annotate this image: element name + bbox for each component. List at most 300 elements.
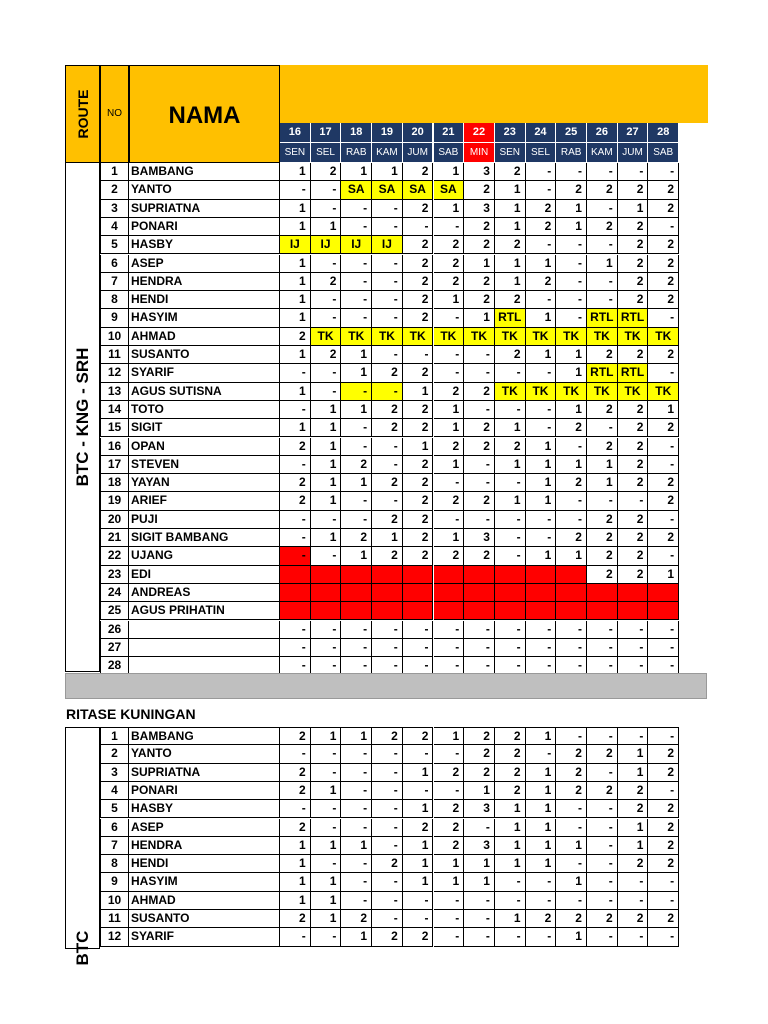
day-strip bbox=[280, 123, 677, 163]
day-value-cell: - bbox=[311, 855, 342, 873]
day-value-cell: - bbox=[587, 928, 618, 946]
day-date-cell: 19 bbox=[372, 123, 403, 143]
day-value-cell: - bbox=[311, 291, 342, 309]
day-value-cell: 2 bbox=[372, 727, 403, 745]
day-value-cell: 2 bbox=[434, 800, 465, 818]
day-value-cell: - bbox=[311, 819, 342, 837]
day-value-cell: - bbox=[526, 529, 557, 547]
day-value-cell: - bbox=[495, 547, 526, 565]
day-value-cell: - bbox=[372, 800, 403, 818]
row-number: 20 bbox=[100, 511, 129, 529]
day-value-cell: - bbox=[464, 928, 495, 946]
driver-name: HENDI bbox=[129, 855, 280, 873]
day-value-cell: 1 bbox=[495, 837, 526, 855]
day-value-cell: - bbox=[311, 364, 342, 382]
day-value-cell: 2 bbox=[341, 910, 372, 928]
day-value-cell: 2 bbox=[587, 181, 618, 199]
day-value-cell: 1 bbox=[464, 873, 495, 891]
day-value-cell: - bbox=[495, 602, 526, 620]
day-value-cell: 2 bbox=[280, 492, 311, 510]
day-value-cell: - bbox=[464, 364, 495, 382]
day-value-cell: - bbox=[587, 584, 618, 602]
driver-name bbox=[129, 639, 280, 657]
table-row bbox=[100, 163, 677, 181]
day-value-cell: 1 bbox=[311, 782, 342, 800]
day-value-cell: - bbox=[464, 602, 495, 620]
day-date-cell: 24 bbox=[526, 123, 557, 143]
day-value-cell: IJ bbox=[280, 236, 311, 254]
day-value-cell: 1 bbox=[495, 910, 526, 928]
day-value-cell: 1 bbox=[434, 873, 465, 891]
day-value-cell: 1 bbox=[280, 837, 311, 855]
day-name-cell: SEN bbox=[280, 143, 311, 163]
day-value-cell: 2 bbox=[372, 511, 403, 529]
driver-name: PONARI bbox=[129, 218, 280, 236]
table-row bbox=[100, 200, 677, 218]
day-value-cell: 2 bbox=[587, 745, 618, 763]
day-value-cell: 1 bbox=[526, 727, 557, 745]
day-value-cell: - bbox=[526, 401, 557, 419]
driver-name: BAMBANG bbox=[129, 727, 280, 745]
table-row bbox=[100, 764, 677, 782]
table-row bbox=[100, 474, 677, 492]
day-value-cell: - bbox=[556, 819, 587, 837]
day-value-cell: - bbox=[556, 800, 587, 818]
day-value-cell: - bbox=[372, 657, 403, 675]
day-value-cell: 2 bbox=[556, 529, 587, 547]
route-label: BTC - KNG - SRH bbox=[72, 347, 92, 487]
day-value-cell: - bbox=[341, 511, 372, 529]
day-value-cell: - bbox=[648, 309, 679, 327]
day-value-cell: - bbox=[341, 419, 372, 437]
day-value-cell: 1 bbox=[587, 255, 618, 273]
row-number: 3 bbox=[100, 764, 129, 782]
day-value-cell: 1 bbox=[280, 873, 311, 891]
day-value-cell: - bbox=[311, 657, 342, 675]
day-value-cell: - bbox=[526, 364, 557, 382]
day-value-cell: - bbox=[526, 928, 557, 946]
table-row bbox=[100, 364, 677, 382]
day-value-cell: - bbox=[403, 346, 434, 364]
day-value-cell: 2 bbox=[587, 401, 618, 419]
day-value-cell: 1 bbox=[495, 456, 526, 474]
day-date-cell: 16 bbox=[280, 123, 311, 143]
day-value-cell: 1 bbox=[280, 163, 311, 181]
day-value-cell: 2 bbox=[587, 910, 618, 928]
day-value-cell: 2 bbox=[618, 855, 649, 873]
day-value-cell: 1 bbox=[403, 800, 434, 818]
day-value-cell: TK bbox=[464, 328, 495, 346]
day-value-cell: 2 bbox=[618, 782, 649, 800]
day-value-cell: - bbox=[280, 800, 311, 818]
day-value-cell: - bbox=[341, 873, 372, 891]
day-value-cell: - bbox=[648, 621, 679, 639]
day-value-cell: 1 bbox=[403, 383, 434, 401]
driver-name bbox=[129, 621, 280, 639]
day-value-cell: 2 bbox=[587, 547, 618, 565]
day-value-cell: - bbox=[372, 602, 403, 620]
day-value-cell: 1 bbox=[434, 200, 465, 218]
day-value-cell: TK bbox=[587, 328, 618, 346]
day-value-cell: 1 bbox=[311, 474, 342, 492]
driver-name: ANDREAS bbox=[129, 584, 280, 602]
day-value-cell: 1 bbox=[526, 855, 557, 873]
day-value-cell: 2 bbox=[280, 764, 311, 782]
day-value-cell: - bbox=[495, 511, 526, 529]
row-number: 13 bbox=[100, 383, 129, 401]
day-value-cell: - bbox=[311, 383, 342, 401]
day-value-cell: 1 bbox=[495, 181, 526, 199]
row-number: 10 bbox=[100, 892, 129, 910]
day-value-cell: 1 bbox=[280, 200, 311, 218]
day-value-cell: 2 bbox=[403, 928, 434, 946]
day-value-cell: 2 bbox=[280, 727, 311, 745]
day-value-cell: - bbox=[648, 218, 679, 236]
day-value-cell: - bbox=[280, 364, 311, 382]
day-value-cell: 2 bbox=[618, 511, 649, 529]
day-value-cell: TK bbox=[495, 328, 526, 346]
day-value-cell: 2 bbox=[648, 474, 679, 492]
day-value-cell: - bbox=[648, 928, 679, 946]
table-row bbox=[100, 800, 677, 818]
day-value-cell: - bbox=[648, 602, 679, 620]
day-value-cell: - bbox=[403, 910, 434, 928]
day-value-cell: 2 bbox=[495, 438, 526, 456]
day-value-cell: - bbox=[434, 511, 465, 529]
day-value-cell: TK bbox=[311, 328, 342, 346]
day-value-cell: 2 bbox=[618, 529, 649, 547]
table-row bbox=[100, 928, 677, 946]
day-value-cell: - bbox=[280, 547, 311, 565]
day-value-cell: - bbox=[495, 566, 526, 584]
day-value-cell: IJ bbox=[311, 236, 342, 254]
day-value-cell: SA bbox=[403, 181, 434, 199]
driver-name: AHMAD bbox=[129, 892, 280, 910]
route-label-kuningan: BTC bbox=[72, 930, 92, 966]
day-value-cell: - bbox=[372, 309, 403, 327]
day-value-cell: 2 bbox=[526, 218, 557, 236]
day-value-cell: - bbox=[372, 566, 403, 584]
row-number: 17 bbox=[100, 456, 129, 474]
day-value-cell: - bbox=[556, 163, 587, 181]
day-value-cell: - bbox=[495, 892, 526, 910]
day-value-cell: 2 bbox=[648, 291, 679, 309]
day-value-cell: 1 bbox=[341, 346, 372, 364]
day-value-cell: - bbox=[526, 511, 557, 529]
day-value-cell: 2 bbox=[372, 547, 403, 565]
day-value-cell: - bbox=[587, 492, 618, 510]
day-value-cell: 1 bbox=[311, 438, 342, 456]
day-value-cell: - bbox=[311, 511, 342, 529]
day-value-cell: - bbox=[403, 745, 434, 763]
day-value-cell: 1 bbox=[556, 346, 587, 364]
day-value-cell: 1 bbox=[372, 529, 403, 547]
day-value-cell: - bbox=[556, 511, 587, 529]
day-value-cell: - bbox=[648, 163, 679, 181]
driver-name: PUJI bbox=[129, 511, 280, 529]
day-value-cell: 2 bbox=[434, 255, 465, 273]
day-value-cell: - bbox=[311, 200, 342, 218]
day-value-cell: TK bbox=[403, 328, 434, 346]
day-value-cell: 2 bbox=[280, 819, 311, 837]
day-value-cell: - bbox=[311, 566, 342, 584]
day-value-cell: - bbox=[648, 873, 679, 891]
day-value-cell: 2 bbox=[372, 364, 403, 382]
day-date-cell: 21 bbox=[434, 123, 465, 143]
day-value-cell: TK bbox=[526, 383, 557, 401]
day-value-cell: - bbox=[526, 181, 557, 199]
day-value-cell: RTL bbox=[587, 364, 618, 382]
day-value-cell: RTL bbox=[618, 364, 649, 382]
day-value-cell: TK bbox=[648, 383, 679, 401]
day-value-cell: 1 bbox=[341, 401, 372, 419]
driver-name: HASBY bbox=[129, 236, 280, 254]
day-value-cell: - bbox=[372, 819, 403, 837]
day-name-cell: SAB bbox=[648, 143, 679, 163]
nama-header-label: NAMA bbox=[168, 102, 241, 129]
day-value-cell: - bbox=[556, 255, 587, 273]
day-value-cell: 2 bbox=[464, 492, 495, 510]
day-value-cell: 2 bbox=[280, 782, 311, 800]
day-value-cell: - bbox=[618, 639, 649, 657]
table-header bbox=[65, 65, 677, 163]
day-value-cell: 1 bbox=[618, 819, 649, 837]
day-value-cell: 2 bbox=[464, 727, 495, 745]
day-value-cell: - bbox=[526, 657, 557, 675]
day-value-cell: 1 bbox=[403, 873, 434, 891]
day-value-cell: 2 bbox=[587, 346, 618, 364]
day-value-cell: - bbox=[618, 657, 649, 675]
table-row bbox=[100, 566, 677, 584]
day-value-cell: - bbox=[372, 639, 403, 657]
day-value-cell: - bbox=[526, 602, 557, 620]
day-value-cell: - bbox=[495, 621, 526, 639]
day-date-cell: 25 bbox=[556, 123, 587, 143]
table-row bbox=[100, 892, 677, 910]
day-value-cell: 2 bbox=[526, 910, 557, 928]
day-value-cell: - bbox=[372, 584, 403, 602]
day-value-cell: 2 bbox=[587, 218, 618, 236]
day-value-cell: - bbox=[341, 218, 372, 236]
row-number: 12 bbox=[100, 364, 129, 382]
day-value-cell: - bbox=[526, 419, 557, 437]
day-value-cell: - bbox=[556, 584, 587, 602]
day-value-cell: - bbox=[341, 602, 372, 620]
day-value-cell: - bbox=[464, 474, 495, 492]
day-value-cell: 2 bbox=[403, 309, 434, 327]
day-value-cell: - bbox=[311, 309, 342, 327]
day-value-cell: - bbox=[434, 892, 465, 910]
table-row bbox=[100, 837, 677, 855]
day-value-cell: 2 bbox=[587, 529, 618, 547]
day-value-cell: - bbox=[526, 892, 557, 910]
day-value-cell: 1 bbox=[556, 456, 587, 474]
day-value-cell: 2 bbox=[403, 200, 434, 218]
row-number: 26 bbox=[100, 621, 129, 639]
day-date-cell: 28 bbox=[648, 123, 679, 143]
day-value-cell: - bbox=[434, 639, 465, 657]
day-value-cell: 3 bbox=[464, 200, 495, 218]
day-value-cell: 2 bbox=[556, 745, 587, 763]
day-value-cell: - bbox=[341, 892, 372, 910]
day-value-cell: - bbox=[618, 163, 649, 181]
nama-header bbox=[129, 65, 280, 163]
day-value-cell: 2 bbox=[587, 566, 618, 584]
driver-name: SIGIT BAMBANG bbox=[129, 529, 280, 547]
driver-name: HASYIM bbox=[129, 309, 280, 327]
day-value-cell: - bbox=[495, 529, 526, 547]
day-value-cell: 1 bbox=[495, 273, 526, 291]
driver-name: YANTO bbox=[129, 745, 280, 763]
day-value-cell: - bbox=[464, 639, 495, 657]
table-row bbox=[100, 236, 677, 254]
table-row bbox=[100, 492, 677, 510]
day-value-cell: - bbox=[434, 657, 465, 675]
day-value-cell: 2 bbox=[618, 910, 649, 928]
day-value-cell: 1 bbox=[618, 200, 649, 218]
day-value-cell: 1 bbox=[556, 547, 587, 565]
day-value-cell: - bbox=[556, 855, 587, 873]
day-value-cell: - bbox=[556, 236, 587, 254]
day-value-cell: - bbox=[526, 873, 557, 891]
day-value-cell: - bbox=[464, 456, 495, 474]
day-value-cell: 2 bbox=[495, 236, 526, 254]
table-row bbox=[100, 218, 677, 236]
day-value-cell: 1 bbox=[311, 419, 342, 437]
day-value-cell: - bbox=[280, 584, 311, 602]
day-value-cell: 1 bbox=[556, 401, 587, 419]
row-number: 25 bbox=[100, 602, 129, 620]
table-row bbox=[100, 529, 677, 547]
day-value-cell: - bbox=[556, 657, 587, 675]
table-row bbox=[100, 438, 677, 456]
day-value-cell: - bbox=[618, 727, 649, 745]
row-number: 15 bbox=[100, 419, 129, 437]
day-value-cell: 1 bbox=[556, 218, 587, 236]
row-number: 5 bbox=[100, 800, 129, 818]
day-value-cell: 1 bbox=[341, 163, 372, 181]
row-number: 4 bbox=[100, 218, 129, 236]
day-value-cell: 1 bbox=[311, 873, 342, 891]
day-value-cell: - bbox=[556, 291, 587, 309]
day-value-cell: 1 bbox=[526, 837, 557, 855]
day-value-cell: TK bbox=[618, 383, 649, 401]
day-value-cell: SA bbox=[372, 181, 403, 199]
day-value-cell: 2 bbox=[618, 401, 649, 419]
day-value-cell: 2 bbox=[648, 236, 679, 254]
day-value-cell: 2 bbox=[648, 200, 679, 218]
day-value-cell: - bbox=[280, 456, 311, 474]
day-value-cell: 2 bbox=[464, 291, 495, 309]
day-value-cell: 1 bbox=[311, 492, 342, 510]
day-value-cell: - bbox=[280, 401, 311, 419]
day-value-cell: 1 bbox=[403, 764, 434, 782]
day-value-cell: 2 bbox=[648, 255, 679, 273]
day-value-cell: - bbox=[526, 639, 557, 657]
day-value-cell: 1 bbox=[526, 782, 557, 800]
day-value-cell: 2 bbox=[403, 727, 434, 745]
day-value-cell: 2 bbox=[403, 529, 434, 547]
day-value-cell: 1 bbox=[280, 855, 311, 873]
day-name-cell: MIN bbox=[464, 143, 495, 163]
day-value-cell: 2 bbox=[618, 181, 649, 199]
day-value-cell: - bbox=[556, 892, 587, 910]
day-value-cell: - bbox=[341, 621, 372, 639]
day-value-cell: - bbox=[434, 928, 465, 946]
day-value-cell: - bbox=[280, 602, 311, 620]
day-value-cell: 1 bbox=[280, 218, 311, 236]
row-number: 22 bbox=[100, 547, 129, 565]
day-value-cell: - bbox=[341, 782, 372, 800]
day-value-cell: - bbox=[587, 291, 618, 309]
day-value-cell: IJ bbox=[372, 236, 403, 254]
day-value-cell: - bbox=[403, 584, 434, 602]
day-value-cell: 1 bbox=[495, 218, 526, 236]
day-value-cell: - bbox=[648, 364, 679, 382]
day-value-cell: 1 bbox=[280, 291, 311, 309]
day-value-cell: - bbox=[341, 819, 372, 837]
table-row bbox=[100, 346, 677, 364]
day-value-cell: 2 bbox=[618, 474, 649, 492]
day-value-cell: - bbox=[587, 163, 618, 181]
day-value-cell: 1 bbox=[526, 492, 557, 510]
day-value-cell: - bbox=[372, 218, 403, 236]
day-value-cell: 2 bbox=[648, 819, 679, 837]
day-value-cell: 1 bbox=[280, 255, 311, 273]
day-value-cell: - bbox=[556, 602, 587, 620]
day-value-cell: 2 bbox=[648, 273, 679, 291]
day-value-cell: - bbox=[464, 511, 495, 529]
driver-name: TOTO bbox=[129, 401, 280, 419]
day-value-cell: 1 bbox=[311, 910, 342, 928]
day-value-cell: 2 bbox=[618, 273, 649, 291]
day-value-cell: 1 bbox=[280, 346, 311, 364]
day-value-cell: TK bbox=[526, 328, 557, 346]
day-name-cell: SEL bbox=[526, 143, 557, 163]
day-value-cell: 2 bbox=[434, 547, 465, 565]
day-value-cell: - bbox=[648, 727, 679, 745]
day-value-cell: - bbox=[311, 745, 342, 763]
day-value-cell: - bbox=[618, 492, 649, 510]
day-value-cell: 2 bbox=[556, 910, 587, 928]
day-value-cell: - bbox=[280, 511, 311, 529]
day-value-cell: - bbox=[341, 657, 372, 675]
day-value-cell: RTL bbox=[618, 309, 649, 327]
table-row bbox=[100, 727, 677, 745]
day-value-cell: - bbox=[311, 764, 342, 782]
day-value-cell: - bbox=[403, 639, 434, 657]
day-value-cell: 2 bbox=[618, 438, 649, 456]
row-number: 27 bbox=[100, 639, 129, 657]
day-value-cell: RTL bbox=[495, 309, 526, 327]
day-value-cell: - bbox=[556, 566, 587, 584]
row-number: 28 bbox=[100, 657, 129, 675]
day-value-cell: - bbox=[526, 584, 557, 602]
day-value-cell: 1 bbox=[526, 255, 557, 273]
day-value-cell: 1 bbox=[556, 928, 587, 946]
day-name-cell: SEN bbox=[495, 143, 526, 163]
day-value-cell: - bbox=[587, 892, 618, 910]
day-value-cell: 2 bbox=[464, 419, 495, 437]
day-value-cell: 2 bbox=[495, 727, 526, 745]
day-value-cell: - bbox=[311, 181, 342, 199]
day-value-cell: 1 bbox=[434, 727, 465, 745]
row-number: 23 bbox=[100, 566, 129, 584]
day-value-cell: 2 bbox=[403, 163, 434, 181]
day-value-cell: 3 bbox=[464, 837, 495, 855]
day-value-cell: 2 bbox=[464, 273, 495, 291]
day-value-cell: 2 bbox=[403, 401, 434, 419]
